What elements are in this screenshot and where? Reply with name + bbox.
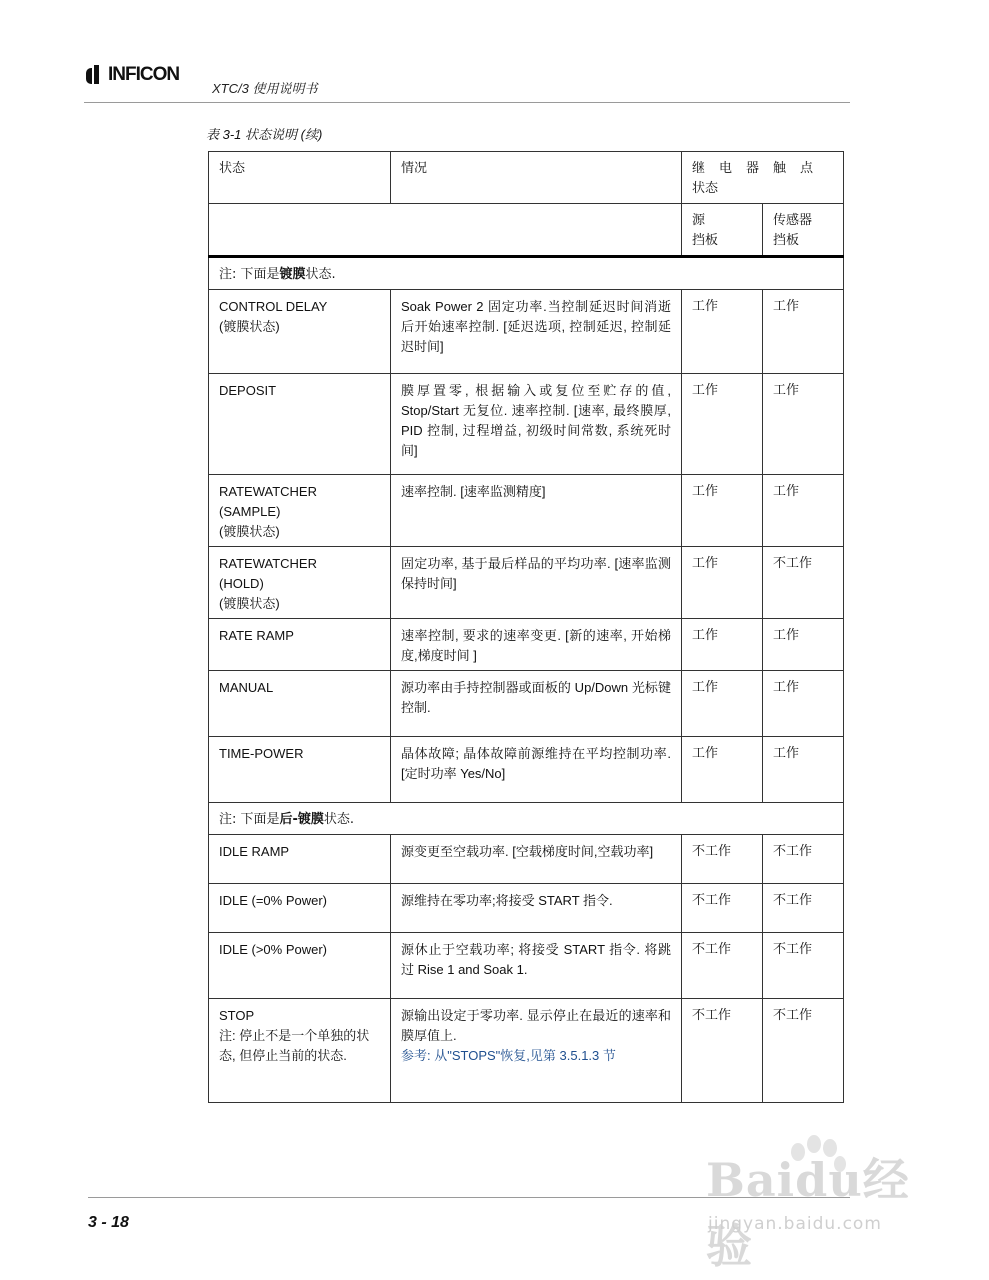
- condition-cell: Soak Power 2 固定功率.当控制延迟时间消逝后开始速率控制. [延迟选项, 控制延迟, 控制延迟时间]: [391, 290, 682, 374]
- sensor-shutter-cell: 不工作: [763, 835, 844, 884]
- sensor-shutter-cell: 不工作: [763, 999, 844, 1103]
- sensor-shutter-cell: 工作: [763, 290, 844, 374]
- state-cell: IDLE (=0% Power): [209, 884, 391, 933]
- condition-cell: 源输出设定于零功率. 显示停止在最近的速率和膜厚值上. 参考: 从"STOPS"恢复,见第 3.5.1.3 节: [391, 999, 682, 1103]
- sensor-shutter-cell: 工作: [763, 737, 844, 803]
- state-cell: DEPOSIT: [209, 374, 391, 475]
- subheader-sensor: 传感器 挡板: [763, 204, 844, 257]
- sensor-shutter-cell: 工作: [763, 671, 844, 737]
- source-shutter-cell: 工作: [682, 290, 763, 374]
- table-subheader-row: [209, 204, 844, 257]
- condition-cell: 源维持在零功率;将接受 START 指令.: [391, 884, 682, 933]
- subheader-source: 源 挡板: [682, 204, 763, 257]
- source-shutter-cell: 不工作: [682, 884, 763, 933]
- stop-note: 注: 停止不是一个单独的状态, 但停止当前的状态.: [219, 1028, 370, 1063]
- table-row: [209, 884, 844, 933]
- source-shutter-cell: 工作: [682, 475, 763, 547]
- condition-cell: 速率控制, 要求的速率变更. [新的速率, 开始梯度,梯度时间 ]: [391, 619, 682, 671]
- condition-cell: 速率控制. [速率监测精度]: [391, 475, 682, 547]
- source-shutter-cell: 工作: [682, 619, 763, 671]
- source-shutter-cell: 不工作: [682, 835, 763, 884]
- reference-link[interactable]: 参考: 从"STOPS"恢复,见第 3.5.1.3 节: [401, 1048, 616, 1063]
- source-shutter-cell: 工作: [682, 547, 763, 619]
- source-shutter-cell: 工作: [682, 671, 763, 737]
- state-cell: CONTROL DELAY (镀膜状态): [209, 290, 391, 374]
- subheader-empty: [209, 204, 682, 257]
- sensor-shutter-cell: 不工作: [763, 547, 844, 619]
- source-shutter-cell: 工作: [682, 374, 763, 475]
- table-row: [209, 835, 844, 884]
- condition-cell: 源休止于空载功率; 将接受 START 指令. 将跳过 Rise 1 and Soak 1.: [391, 933, 682, 999]
- table-row-stop: [209, 999, 844, 1103]
- table-row: [209, 475, 844, 547]
- state-cell: STOP 注: 停止不是一个单独的状态, 但停止当前的状态.: [209, 999, 391, 1103]
- note-row-post: 注: 下面是后-镀膜状态.: [209, 803, 844, 835]
- condition-cell: 膜厚置零, 根据输入或复位至贮存的值, Stop/Start 无复位. 速率控制. [速率, 最终膜厚, PID 控制, 过程增益, 初级时间常数, 系统死时间]: [391, 374, 682, 475]
- header-condition: 情况: [391, 152, 682, 204]
- table-row: [209, 547, 844, 619]
- baidu-watermark: Baidu经验 jingyan.baidu.com: [700, 1130, 940, 1260]
- condition-cell: 晶体故障; 晶体故障前源维持在平均控制功率. [定时功率 Yes/No]: [391, 737, 682, 803]
- state-cell: RATEWATCHER (SAMPLE) (镀膜状态): [209, 475, 391, 547]
- sensor-shutter-cell: 工作: [763, 619, 844, 671]
- doc-title: XTC/3 使用说明书: [212, 81, 318, 96]
- state-cell: IDLE RAMP: [209, 835, 391, 884]
- table-row: [209, 933, 844, 999]
- sensor-shutter-cell: 工作: [763, 475, 844, 547]
- table-caption: 表 3-1 状态说明 (续): [206, 127, 323, 142]
- sensor-shutter-cell: 工作: [763, 374, 844, 475]
- condition-cell: 源功率由手持控制器或面板的 Up/Down 光标键控制.: [391, 671, 682, 737]
- sensor-shutter-cell: 不工作: [763, 933, 844, 999]
- state-cell: IDLE (>0% Power): [209, 933, 391, 999]
- header-divider: [84, 102, 850, 103]
- table-row: [209, 374, 844, 475]
- table-header-row: [209, 152, 844, 204]
- page-header: [84, 60, 850, 104]
- condition-cell: 源变更至空载功率. [空载梯度时间,空载功率]: [391, 835, 682, 884]
- table-row: [209, 737, 844, 803]
- source-shutter-cell: 不工作: [682, 933, 763, 999]
- inficon-logo: INFICON: [84, 64, 179, 86]
- state-cell: RATE RAMP: [209, 619, 391, 671]
- header-relay: 继电器触点 状态: [682, 152, 844, 204]
- table-row: [209, 619, 844, 671]
- table-row: [209, 671, 844, 737]
- inficon-logo-icon: [84, 65, 106, 85]
- sensor-shutter-cell: 不工作: [763, 884, 844, 933]
- status-table: [208, 151, 844, 1103]
- source-shutter-cell: 不工作: [682, 999, 763, 1103]
- note-row-deposit: 注: 下面是镀膜状态.: [209, 257, 844, 290]
- header-state: 状态: [209, 152, 391, 204]
- page-number: 3 - 18: [88, 1214, 129, 1231]
- table-row: [209, 290, 844, 374]
- source-shutter-cell: 工作: [682, 737, 763, 803]
- state-cell: RATEWATCHER (HOLD) (镀膜状态): [209, 547, 391, 619]
- state-cell: TIME-POWER: [209, 737, 391, 803]
- state-cell: MANUAL: [209, 671, 391, 737]
- condition-cell: 固定功率, 基于最后样品的平均功率. [速率监测保持时间]: [391, 547, 682, 619]
